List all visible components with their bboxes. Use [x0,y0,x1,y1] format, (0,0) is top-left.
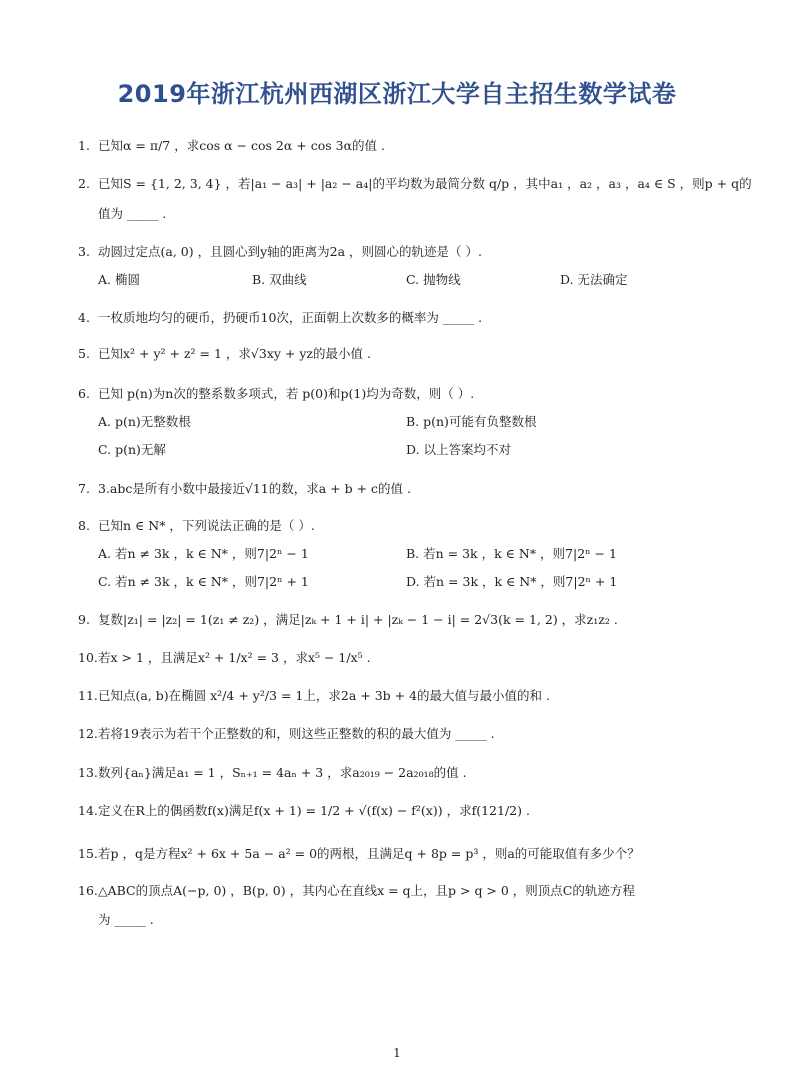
question-number: 10. [78,650,98,665]
answer-option-d: D. 若n = 3k ，k ∈ N* ，则7|2ⁿ + 1 [406,574,618,589]
question-text: 定义在R上的偶函数f(x)满足f(x + 1) = 1/2 + √(f(x) − f²(x)) ，求f(121/2) . [98,803,530,818]
question-12 [78,726,495,742]
question-text: 已知 p(n)为n次的整系数多项式，若 p(0)和p(1)均为奇数，则（ ）. [98,386,475,401]
question-text: 已知α = π/7 ，求cos α − cos 2α + cos 3α的值 . [98,138,385,153]
answer-option-b: B. p(n)可能有负整数根 [406,414,537,429]
question-text: 已知x² + y² + z² = 1 ，求√3xy + yz的最小值 . [98,346,371,361]
question-number: 6. [78,386,90,401]
question-number: 2. [78,176,90,191]
question-text: 3.abc是所有小数中最接近√11的数，求a + b + c的值 . [98,481,411,496]
answer-option-a: A. p(n)无整数根 [98,414,191,429]
question-number: 5. [78,346,90,361]
question-text: 动圆过定点(a, 0) ，且圆心到y轴的距离为2a ，则圆心的轨迹是（ ）. [98,244,482,259]
question-text: 已知n ∈ N* ，下列说法正确的是（ ）. [98,518,315,533]
answer-option-c: C. 抛物线 [406,272,461,287]
question-number: 12. [78,726,98,741]
question-number: 16. [78,883,98,898]
question-text: 已知点(a, b)在椭圆 x²/4 + y²/3 = 1上，求2a + 3b + 4的最大值与最小值的和 . [98,688,550,703]
question-15 [78,846,640,862]
question-9 [78,612,618,628]
question-number: 4. [78,310,90,325]
answer-option-b: B. 双曲线 [252,272,307,287]
question-continuation: 值为 _____ . [98,206,167,221]
question-number: 15. [78,846,98,861]
question-11 [78,688,550,704]
question-number: 14. [78,803,98,818]
question-number: 1. [78,138,90,153]
question-number: 9. [78,612,90,627]
question-text: 一枚质地均匀的硬币，扔硬币10次，正面朝上次数多的概率为 _____ . [98,310,483,325]
question-16 [78,883,635,899]
question-number: 11. [78,688,98,703]
question-text: △ABC的顶点A(−p, 0) ，B(p, 0) ，其内心在直线x = q上，且p > q > 0 ，则顶点C的轨迹方程 [98,883,635,898]
question-14 [78,803,530,819]
question-3 [78,244,482,260]
question-8 [78,518,315,534]
question-6 [78,386,474,402]
question-1 [78,138,385,154]
question-number: 7. [78,481,90,496]
page-title: 2019年浙江杭州西湖区浙江大学自主招生数学试卷 [117,80,677,108]
question-text: 已知S = {1, 2, 3, 4} ，若|a₁ − a₃| + |a₂ − a₄|的平均数为最简分数 q/p ，其中a₁ ，a₂ ，a₃ ，a₄ ∈ S ，则p + q的 [98,176,752,191]
answer-option-d: D. 无法确定 [560,272,628,287]
question-13 [78,765,467,781]
question-number: 3. [78,244,90,259]
question-text: 若p ，q是方程x² + 6x + 5a − a² = 0的两根，且满足q + 8p = p³ ，则a的可能取值有多少个？ [98,846,640,861]
answer-option-a: A. 椭圆 [98,272,140,287]
question-number: 8. [78,518,90,533]
answer-option-c: C. 若n ≠ 3k ，k ∈ N* ，则7|2ⁿ + 1 [98,574,309,589]
question-2 [78,176,752,192]
question-text: 复数|z₁| = |z₂| = 1(z₁ ≠ z₂) ，满足|zₖ + 1 + i| + |zₖ − 1 − i| = 2√3(k = 1, 2) ，求z₁z₂ . [98,612,618,627]
question-5 [78,346,371,362]
page-number: 1 [393,1046,401,1060]
answer-option-b: B. 若n = 3k ，k ∈ N* ，则7|2ⁿ − 1 [406,546,617,561]
question-number: 13. [78,765,98,780]
question-4 [78,310,482,326]
question-text: 数列{aₙ}满足a₁ = 1 ，Sₙ₊₁ = 4aₙ + 3 ，求a₂₀₁₉ − 2a₂₀₁₈的值 . [98,765,467,780]
question-continuation: 为 _____ . [98,912,154,927]
answer-option-d: D. 以上答案均不对 [406,442,512,457]
answer-option-a: A. 若n ≠ 3k ，k ∈ N* ，则7|2ⁿ − 1 [98,546,309,561]
answer-option-c: C. p(n)无解 [98,442,166,457]
question-text: 若x > 1 ，且满足x² + 1/x² = 3 ，求x⁵ − 1/x⁵ . [98,650,371,665]
question-10 [78,650,371,666]
question-text: 若将19表示为若干个正整数的和，则这些正整数的积的最大值为 _____ . [98,726,495,741]
question-7 [78,481,411,497]
